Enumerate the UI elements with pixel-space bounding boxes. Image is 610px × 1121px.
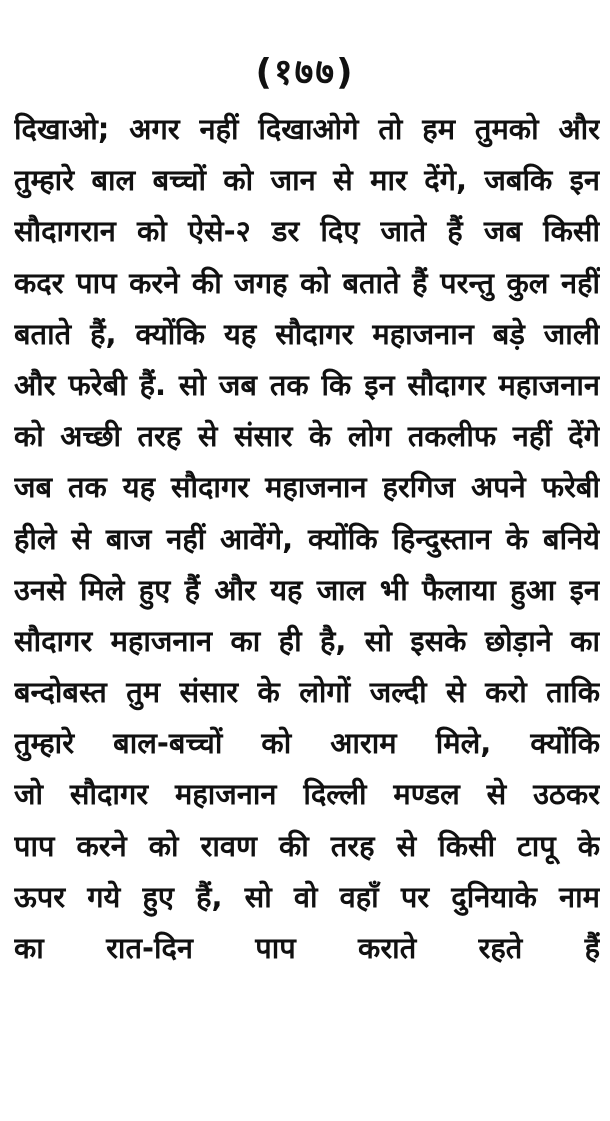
text-line-1: दिखाओ; अगर नहीं दिखाओगे तो हम तुमको और bbox=[14, 112, 600, 146]
text-line-12: बन्दोबस्त तुम संसार के लोगों जल्दी से करो ताकि bbox=[14, 675, 600, 710]
text-line-15: पाप करने को रावण की तरह से किसी टापू के bbox=[14, 828, 600, 863]
text-line-4: कदर पाप करने की जगह को बताते हैं परन्तु कुल नहीं bbox=[14, 265, 600, 300]
text-line-3: सौदागरान को ऐसे-२ डर दिए जाते हैं जब किसी bbox=[14, 214, 600, 249]
body-text bbox=[14, 104, 600, 974]
text-line-17: का रात-दिन पाप कराते रहते हैं bbox=[14, 931, 600, 965]
text-line-6: और फरेबी हैं. सो जब तक कि इन सौदागर महाजनान bbox=[14, 367, 600, 402]
text-line-5: बताते हैं, क्योंकि यह सौदागर महाजनान बड़े जाली bbox=[14, 316, 600, 351]
text-line-9: हीले से बाज नहीं आवेंगे, क्योंकि हिन्दुस्तान के बनिये bbox=[14, 521, 600, 556]
text-line-2: तुम्हारे बाल बच्चों को जान से मार देंगे, जबकि इन bbox=[14, 163, 600, 198]
text-line-13: तुम्हारे बाल-बच्चों को आराम मिले, क्योंकि bbox=[14, 726, 600, 761]
text-line-10: उनसे मिले हुए हैं और यह जाल भी फैलाया हुआ इन bbox=[14, 572, 600, 607]
text-line-11: सौदागर महाजनान का ही है, सो इसके छोड़ाने का bbox=[14, 623, 600, 658]
text-line-14: जो सौदागर महाजनान दिल्ली मण्डल से उठकर bbox=[14, 777, 600, 812]
text-line-7: को अच्छी तरह से संसार के लोग तकलीफ नहीं देंगे bbox=[14, 419, 600, 454]
text-line-8: जब तक यह सौदागर महाजनान हरगिज अपने फरेबी bbox=[14, 470, 600, 505]
page-number: (१७७) bbox=[255, 52, 355, 93]
text-line-16: ऊपर गये हुए हैं, सो वो वहाँ पर दुनियाके नाम bbox=[14, 879, 600, 914]
